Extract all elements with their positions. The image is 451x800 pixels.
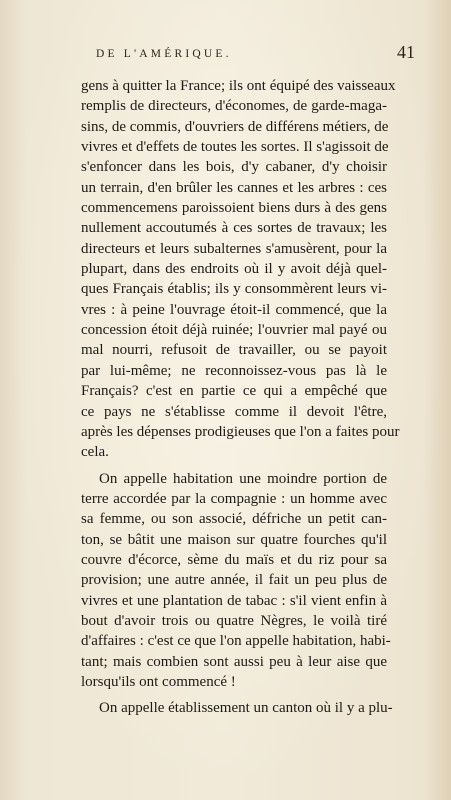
text-line: par lui-même; ne reconnoissez-vous pas là le (81, 362, 387, 379)
text-line: lorsqu'ils ont commencé ! (81, 673, 236, 690)
text-line: vivres et d'effets de toutes les sortes. Il s'agissoit de (81, 139, 389, 156)
text-line: vivres et une plantation de tabac : s'il vient enfin à (81, 592, 387, 609)
text-line: sins, de commis, d'ouvriers de différens métiers, de (81, 118, 389, 135)
text-line: terre accordée par la compagnie : un homme avec (81, 490, 387, 507)
text-line: bout d'avoir trois ou quatre Nègres, le voilà tiré (81, 612, 387, 629)
text-line: ce pays ne s'établisse comme il devoit l'être, (81, 403, 387, 420)
text-line: commencemens paroissoient biens durs à des gens (81, 200, 387, 217)
text-line: nullement accoutumés à ces sortes de travaux; les (81, 220, 387, 237)
paragraph (81, 469, 391, 693)
text-line: sa femme, ou son associé, défriche un petit can- (81, 511, 387, 528)
running-title: DE L'AMÉRIQUE. (96, 48, 232, 60)
text-line: un terrain, d'en brûler les cannes et les arbres : ces (81, 179, 387, 196)
text-line: provision; une autre année, il fait un peu plus de (81, 572, 387, 589)
text-line: mal nourri, refusoit de travailler, ou se payoit (81, 342, 387, 359)
text-line: gens à quitter la France; ils ont équipé des vaisseaux (81, 78, 396, 94)
text-line: remplis de directeurs, d'économes, de garde-maga- (81, 98, 387, 115)
body-text (81, 76, 400, 719)
text-line: Français? c'est en partie ce qui a empêché que (81, 383, 387, 400)
text-line: s'enfoncer dans les bois, d'y cabaner, d'y choisir (81, 159, 387, 176)
text-line: plupart, dans des endroits où il y avoit déjà quel- (81, 261, 387, 278)
text-line: vres : à peine l'ouvrage étoit-il commencé, que la (81, 301, 387, 318)
text-line: directeurs et leurs subalternes s'amusèrent, pour la (81, 240, 387, 257)
text-line: d'affaires : c'est ce que l'on appelle habitation, habi- (81, 633, 391, 650)
text-line: ques Français établis; ils y consommèrent leurs vi- (81, 281, 387, 298)
page-number: 41 (397, 42, 415, 62)
text-line: après les dépenses prodigieuses que l'on a faites pour (81, 423, 400, 440)
text-line: couvre d'écorce, sème du maïs et du riz pour sa (81, 551, 387, 568)
paragraph (81, 698, 393, 718)
paragraph (81, 76, 400, 463)
text-line: ton, se bâtit une maison sur quatre fourches qu'il (81, 531, 387, 548)
text-line: On appelle habitation une moindre portion de (99, 470, 387, 487)
text-line: tant; mais combien sont aussi peu à leur aise que (81, 653, 387, 670)
text-line: On appelle établissement un canton où il y a plu- (99, 700, 393, 717)
text-line: cela. (81, 444, 109, 461)
text-line: concession étoit déjà ruinée; l'ouvrier mal payé ou (81, 322, 387, 339)
